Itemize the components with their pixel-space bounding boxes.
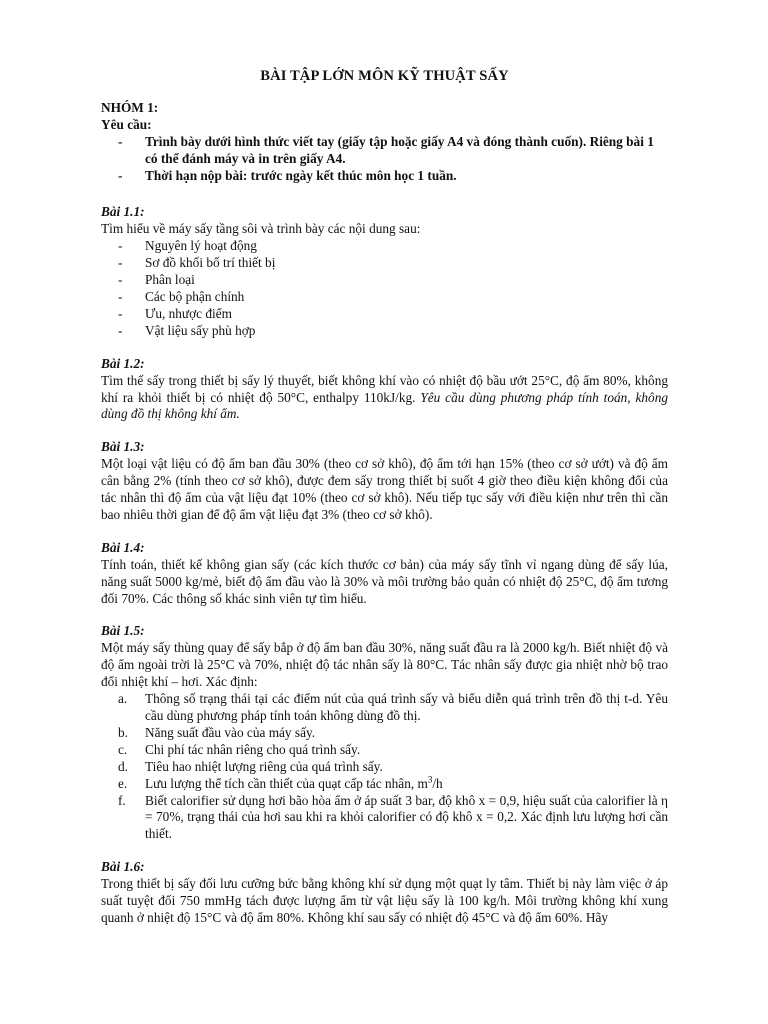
item-text: Lưu lượng thể tích cần thiết của quạt cấp tác nhân, m [145, 775, 428, 791]
exercise-1-5-list [101, 691, 668, 843]
item-text-tail: /h [432, 775, 443, 791]
exercise-1-5-text: Một máy sấy thùng quay để sấy bắp ở độ ẩm ban đầu 30%, năng suất đầu ra là 2000 kg/h. Biết nhiệt độ và độ ẩm ngoài trời là 25°C và 70%, nhiệt độ tác nhân sấy là 80°C. Tác nhân sấy được gia nhiệt nhờ bộ trao đổi nhiệt khí – hơi. Xác định: [101, 640, 668, 690]
item-text: Biết calorifier sử dụng hơi bão hòa ẩm ở áp suất 3 bar, độ khô x = 0,9, hiệu suất của calorifier là η = 70%, trạng thái của hơi sau khi ra khỏi calorifier có độ khô x = 0,2. Xác định lưu lượng hơi cần thiết. [145, 792, 668, 842]
list-item [101, 776, 668, 793]
list-item: - Các bộ phận chính [101, 289, 668, 306]
exercise-1-1-title: Bài 1.1: [101, 204, 145, 220]
exercise-1-4-text: Tính toán, thiết kế không gian sấy (các kích thước cơ bản) của máy sấy tĩnh vỉ ngang dùng để sấy lúa, năng suất 5000 kg/mẻ, biết độ ẩm đầu vào là 30% và môi trường bảo quản có nhiệt độ 25°C, độ ẩm tương đối 70%. Các thông số khác sinh viên tự tìm hiểu. [101, 556, 668, 606]
superscript: 3 [427, 774, 433, 785]
item-marker: a. [118, 691, 128, 707]
exercise-1-6-title: Bài 1.6: [101, 859, 145, 875]
exercise-1-5-title: Bài 1.5: [101, 623, 145, 639]
document-body [101, 68, 668, 927]
list-item [101, 742, 668, 759]
item-marker: f. [118, 792, 126, 808]
list-item [101, 793, 668, 844]
list-item: - Vật liệu sấy phù hợp [101, 323, 668, 340]
list-item: - Sơ đồ khối bố trí thiết bị [101, 255, 668, 272]
exercise-1-2-text [101, 373, 668, 424]
exercise-1-2-body: Tìm thế sấy trong thiết bị sấy lý thuyết, biết không khí vào có nhiệt độ bầu ướt 25°C, độ ẩm 80%, không khí ra khỏi thiết bị có nhiệt độ 50°C, enthalpy 110kJ/kg. [101, 372, 668, 405]
requirements-list [101, 134, 668, 185]
exercise-1-6-text: Trong thiết bị sấy đối lưu cưỡng bức bằng không khí sử dụng một quạt ly tâm. Thiết bị này làm việc ở áp suất tuyệt đối 750 mmHg tách được lượng ẩm từ vật liệu sấy là 100 kg/h. Môi trường không khí xung quanh ở nhiệt độ 15°C và độ ẩm 80%. Không khí sau sấy có nhiệt độ 45°C và độ ẩm 60%. Hãy [101, 876, 668, 925]
list-item [101, 725, 668, 742]
list-item [101, 691, 668, 725]
requirements-label: Yêu cầu: [101, 116, 152, 132]
item-marker: e. [118, 775, 128, 791]
item-text: Chi phí tác nhân riêng cho quá trình sấy. [145, 741, 361, 757]
list-item: - Ưu, nhược điểm [101, 306, 668, 323]
exercise-1-4-title: Bài 1.4: [101, 539, 145, 555]
requirement-item: - Trình bày dưới hình thức viết tay (giấy tập hoặc giấy A4 và đóng thành cuốn). Riêng bài 1 có thể đánh máy và in trên giấy A4. [101, 134, 668, 168]
list-item [101, 759, 668, 776]
list-item: - Phân loại [101, 272, 668, 289]
item-text: Năng suất đầu vào của máy sấy. [145, 724, 316, 740]
exercise-1-3-text: Một loại vật liệu có độ ẩm ban đầu 30% (theo cơ sở khô), độ ẩm tới hạn 15% (theo cơ sở ướt) và độ ẩm cân bằng 2% (tính theo cơ sở khô), được đem sấy trong thiết bị suốt 4 giờ theo điều kiện không đổi của tác nhân thì độ ẩm của vật liệu đạt 10% (theo cơ sở khô). Nếu tiếp tục sấy với điều kiện như trên thì cần bao nhiêu thời gian để độ ẩm vật liệu đạt 3% (theo cơ sở khô). [101, 456, 668, 522]
group-heading: NHÓM 1: [101, 99, 159, 115]
item-marker: b. [118, 724, 128, 740]
item-text: Tiêu hao nhiệt lượng riêng của quá trình sấy. [145, 758, 383, 774]
exercise-1-1-list [101, 238, 668, 339]
exercise-1-2-note: Yêu cầu dùng phương pháp tính toán, không dùng đồ thị không khí ẩm. [101, 389, 668, 422]
exercise-1-1-intro: Tìm hiểu về máy sấy tầng sôi và trình bày các nội dung sau: [101, 221, 421, 237]
document-title: BÀI TẬP LỚN MÔN KỸ THUẬT SẤY [260, 68, 509, 84]
item-text: Thông số trạng thái tại các điểm nút của quá trình sấy và biểu diễn quá trình trên đồ thị t-d. Yêu cầu dùng phương pháp tính toán không dùng đồ thị. [145, 691, 668, 723]
exercise-1-3-title: Bài 1.3: [101, 439, 145, 455]
requirement-item: - Thời hạn nộp bài: trước ngày kết thúc môn học 1 tuần. [101, 168, 668, 185]
item-marker: c. [118, 741, 128, 757]
item-marker: d. [118, 758, 128, 774]
list-item: - Nguyên lý hoạt động [101, 238, 668, 255]
exercise-1-2-title: Bài 1.2: [101, 355, 145, 371]
